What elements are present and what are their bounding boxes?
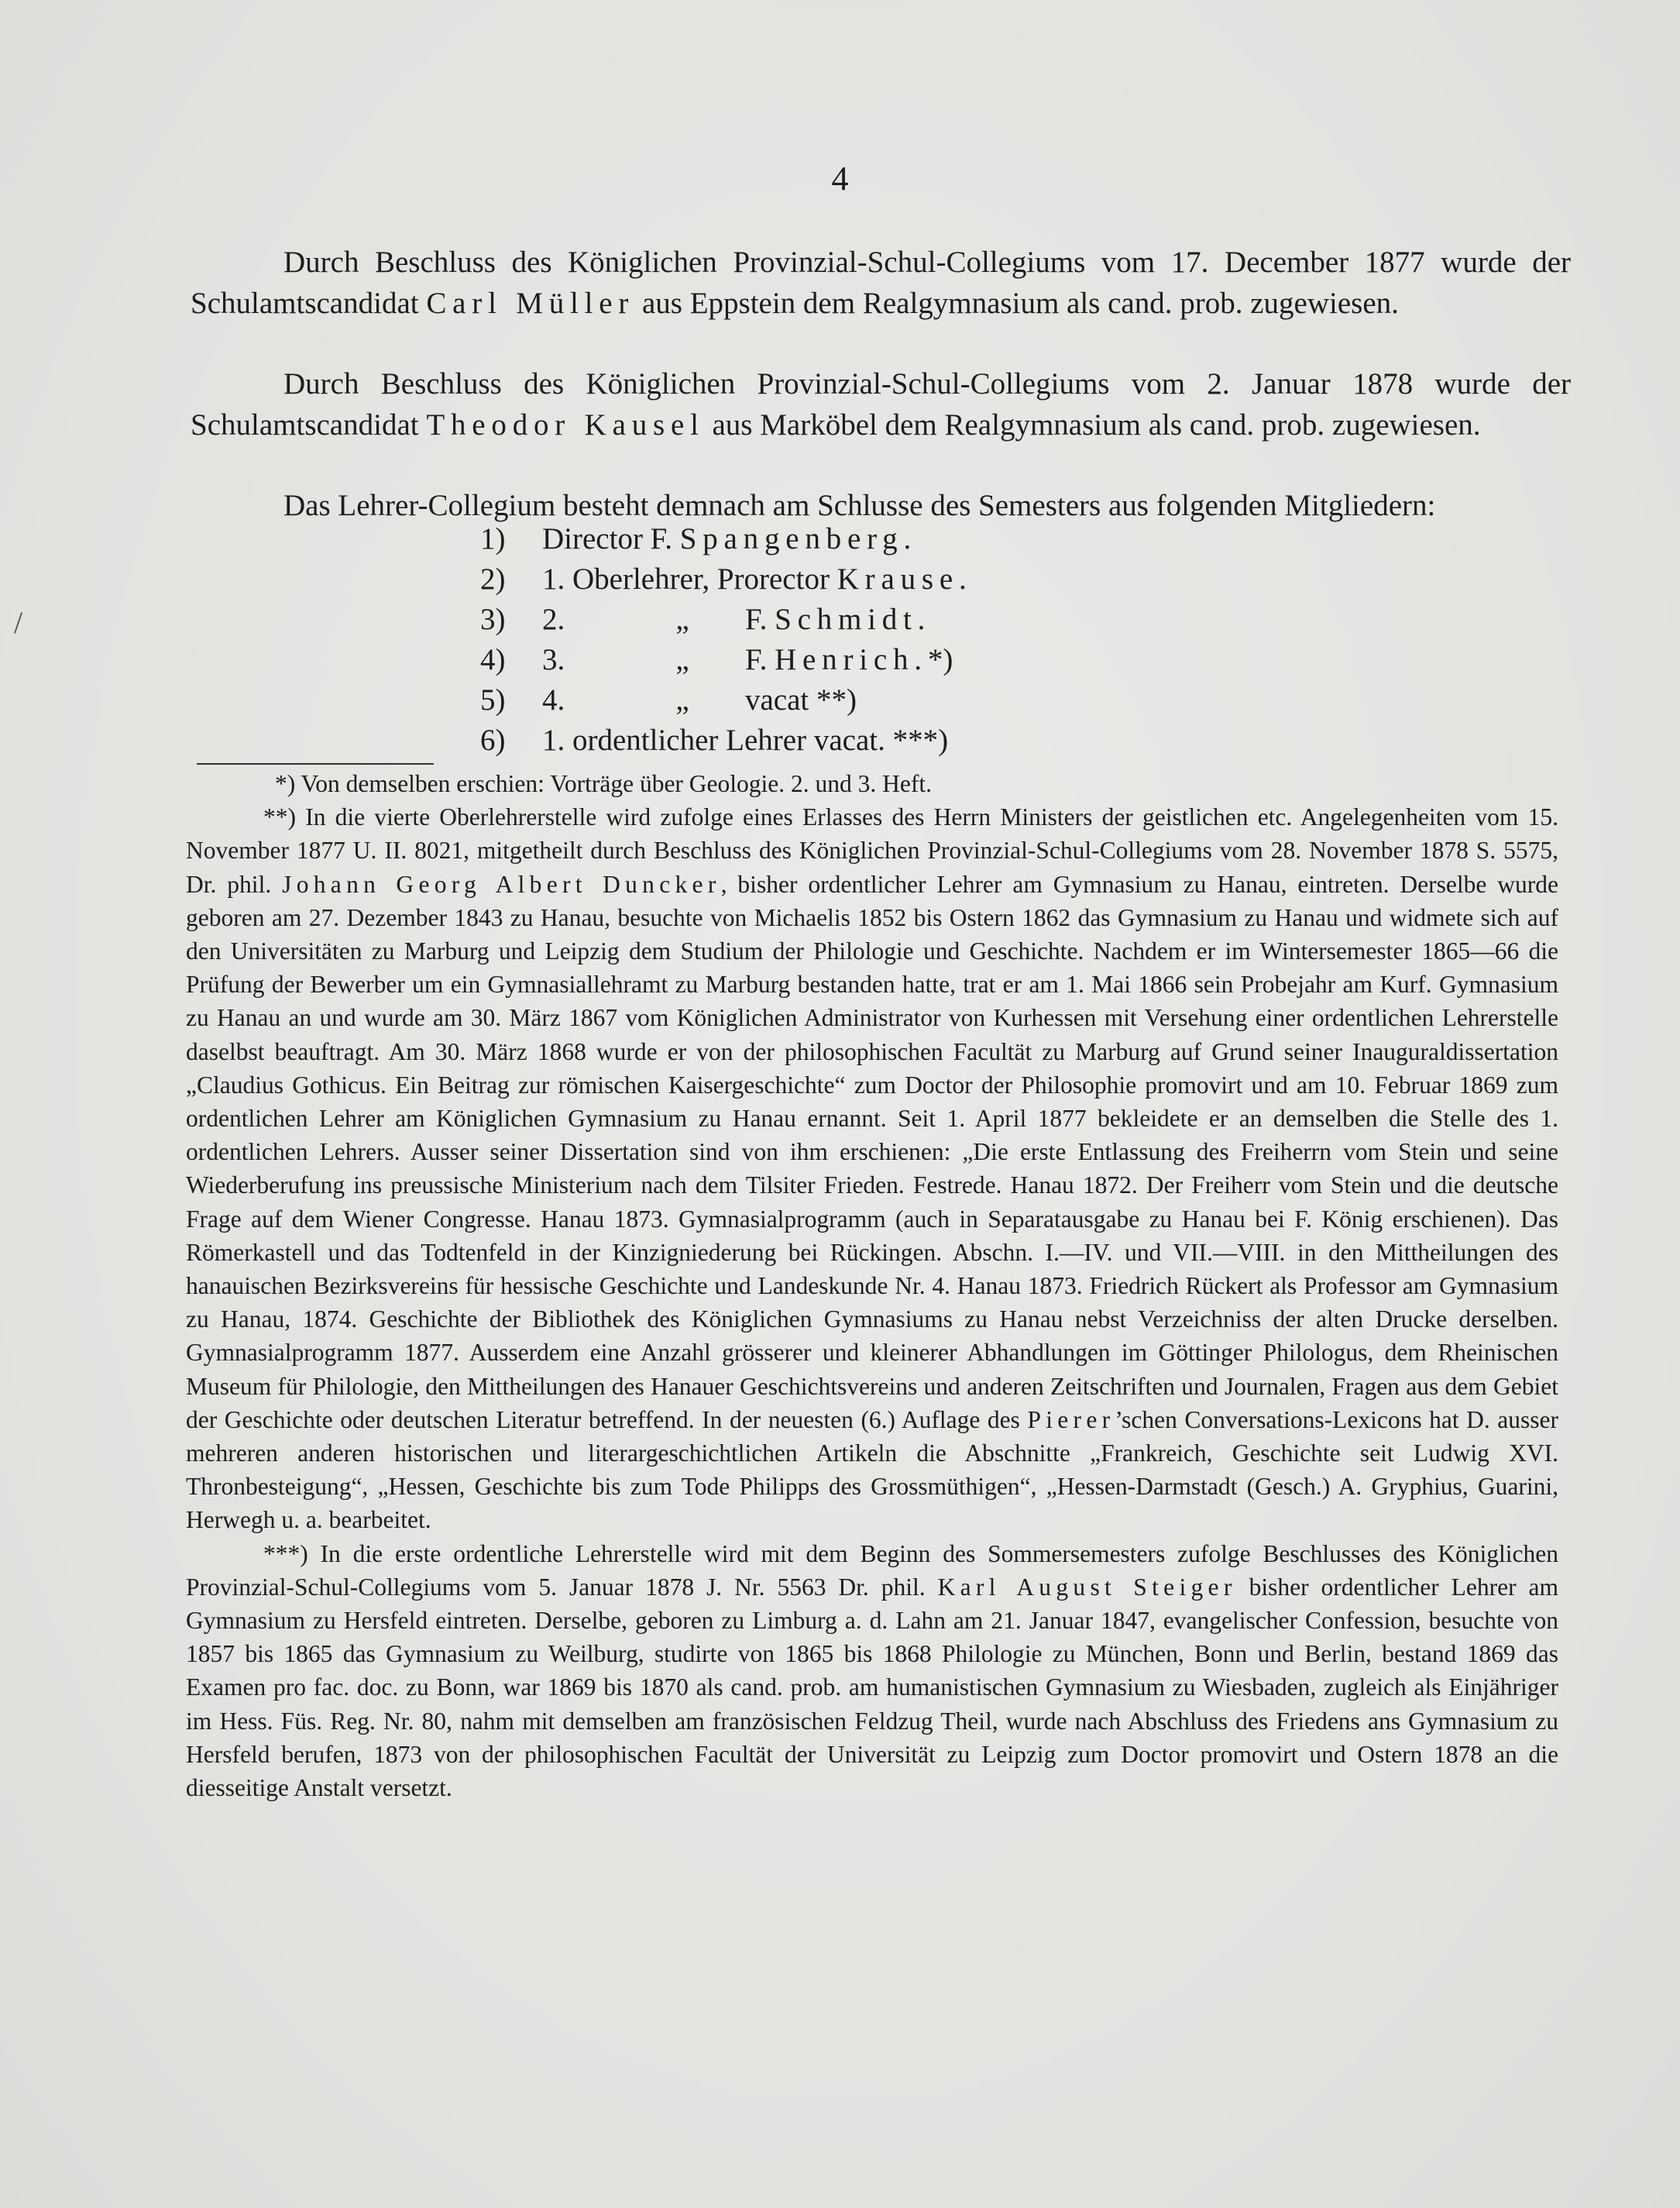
person-name: Johann Georg Albert Duncker xyxy=(282,870,721,898)
footnote-2: **) In die vierte Oberlehrerstelle wird zufolge eines Erlasses des Herrn Ministers der geistlichen etc. Angelegenheiten vom 15. November 1877 U. II. 8021, mitgetheilt durch Beschluss des Königlichen Provinzial-Schul-Collegiums vom 28. November 1878 S. 5575, Dr. phil. Johann Georg Albert Duncker, bisher ordentlicher Lehrer am Gymnasium zu Hanau, eintreten. Derselbe wurde geboren am 27. Dezember 1843 zu Hanau, besuchte von Michaelis 1852 bis Ostern 1862 das Gymnasium zu Hanau und widmete sich auf den Universitäten zu Marburg und Leipzig dem Studium der Philologie und Geschichte. Nachdem er im Wintersemester 1865—66 die Prüfung der Bewerber um ein Gymnasiallehramt zu Marburg bestanden hatte, trat er am 1. Mai 1866 sein Probejahr am Kurf. Gymnasium zu Hanau an und wurde am 30. März 1867 vom Königlichen Administrator von Kurhessen mit Versehung einer ordentlichen Lehrerstelle daselbst beauftragt. Am 30. März 1868 wurde er von der philosophischen Facultät zu Marburg auf Grund seiner Inauguraldissertation „Claudius Gothicus. Ein Beitrag zur römischen Kaisergeschichte“ zum Doctor der Philosophie promovirt und am 10. Februar 1869 zum ordentlichen Lehrer am Königlichen Gymnasium zu Hanau ernannt. Seit 1. April 1877 bekleidete er an demselben die Stelle des 1. ordentlichen Lehrers. Ausser seiner Dissertation sind von ihm erschienen: „Die erste Entlassung des Freiherrn vom Stein und seine Wiederberufung ins preussische Ministerium nach dem Tilsiter Frieden. Festrede. Hanau 1872. Der Freiherr vom Stein und die deutsche Frage auf dem Wiener Congresse. Hanau 1873. Gymnasialprogramm (auch in Separatausgabe zu Hanau bei F. König erschienen). Das Römerkastell und das Todtenfeld in der Kinzigniederung bei Rückingen. Abschn. I.—IV. und VII.—VIII. in den Mittheilungen des hanauischen Bezirksvereins für hessische Geschichte und Landeskunde Nr. 4. Hanau 1873. Friedrich Rückert als Professor am Gymnasium zu Hanau, 1874. Geschichte der Bibliothek des Königlichen Gymnasiums zu Hanau nebst Verzeichniss der alten Drucke derselben. Gymnasialprogramm 1877. Ausserdem eine Anzahl grösserer und kleinerer Abhandlungen im Göttinger Philologus, dem Rheinischen Museum für Philologie, den Mittheilungen des Hanauer Geschichtsvereins und anderen Zeitschriften und Journalen, Fragen aus dem Gebiet der Geschichte oder deutschen Literatur betreffend. In der neuesten (6.) Auflage des Pierer’schen Conversations-Lexicons hat D. ausser mehreren anderen historischen und literargeschichtlichen Artikeln die Abschnitte „Frankreich, Geschichte seit Ludwig XVI. Thronbesteigung“, „Hessen, Geschichte bis zum Tode Philipps des Grossmüthigen“, „Hessen-Darmstadt (Gesch.) A. Gryphius, Guarini, Herwegh u. a. bearbeitet. xyxy=(186,803,1559,1534)
member-list xyxy=(480,519,973,761)
list-item: 1) Director F. Spangenberg. xyxy=(480,522,918,555)
paragraph-collegium: Das Lehrer-Collegium besteht demnach am Schlusse des Semesters aus folgenden Mitgliedern: xyxy=(283,489,1436,522)
paragraph-kausel: Durch Beschluss des Königlichen Provinzial-Schul-Collegiums vom 2. Januar 1878 wurde der Schulamtscandidat Theodor Kausel aus Marköbel dem Realgymnasium als cand. prob. zugewiesen. xyxy=(191,367,1571,442)
footnote-1: *) Von demselben erschien: Vorträge über Geologie. 2. und 3. Heft. xyxy=(275,770,932,797)
list-item: 6) 1. ordentlicher Lehrer vacat. ***) xyxy=(480,724,949,757)
margin-mark: / xyxy=(14,605,23,640)
person-name: Theodor Kausel xyxy=(426,408,705,442)
list-item: 3) 2. „ F. Schmidt. xyxy=(480,603,932,636)
footnotes xyxy=(186,767,1558,1804)
person-name: Carl Müller xyxy=(426,286,635,320)
list-item: 2) 1. Oberlehrer, Prorector Krause. xyxy=(480,562,973,596)
list-item: 5) 4. „ vacat **) xyxy=(480,683,857,717)
paragraph-mueller: Durch Beschluss des Königlichen Provinzial-Schul-Collegiums vom 17. December 1877 wurde der Schulamtscandidat Carl Müller aus Eppstein dem Realgymnasium als cand. prob. zugewiesen. xyxy=(191,246,1571,320)
footnote-3: ***) In die erste ordentliche Lehrerstelle wird mit dem Beginn des Sommersemesters zufolge Beschlusses des Königlichen Provinzial-Schul-Collegiums vom 5. Januar 1878 J. Nr. 5563 Dr. phil. Karl August Steiger bisher ordentlicher Lehrer am Gymnasium zu Hersfeld eintreten. Derselbe, geboren zu Limburg a. d. Lahn am 21. Januar 1847, evangelischer Confession, besuchte von 1857 bis 1865 das Gymnasium zu Weilburg, studirte von 1865 bis 1868 Philologie zu München, Bonn und Berlin, bestand 1869 das Examen pro fac. doc. zu Bonn, war 1869 bis 1870 als cand. prob. am humanistischen Gymnasium zu Wiesbaden, zugleich als Einjähriger im Hess. Füs. Reg. Nr. 80, nahm mit demselben am französischen Feldzug Theil, wurde nach Abschluss des Friedens ans Gymnasium zu Hersfeld berufen, 1873 von der philosophischen Facultät der Universität zu Leipzig zum Doctor promovirt und Ostern 1878 an die diesseitige Anstalt versetzt. xyxy=(186,1539,1558,1802)
page-number: 4 xyxy=(831,160,849,198)
footnote-divider xyxy=(197,763,434,765)
person-name: Karl August Steiger xyxy=(937,1573,1237,1601)
list-item: 4) 3. „ F. Henrich. *) xyxy=(480,643,953,676)
